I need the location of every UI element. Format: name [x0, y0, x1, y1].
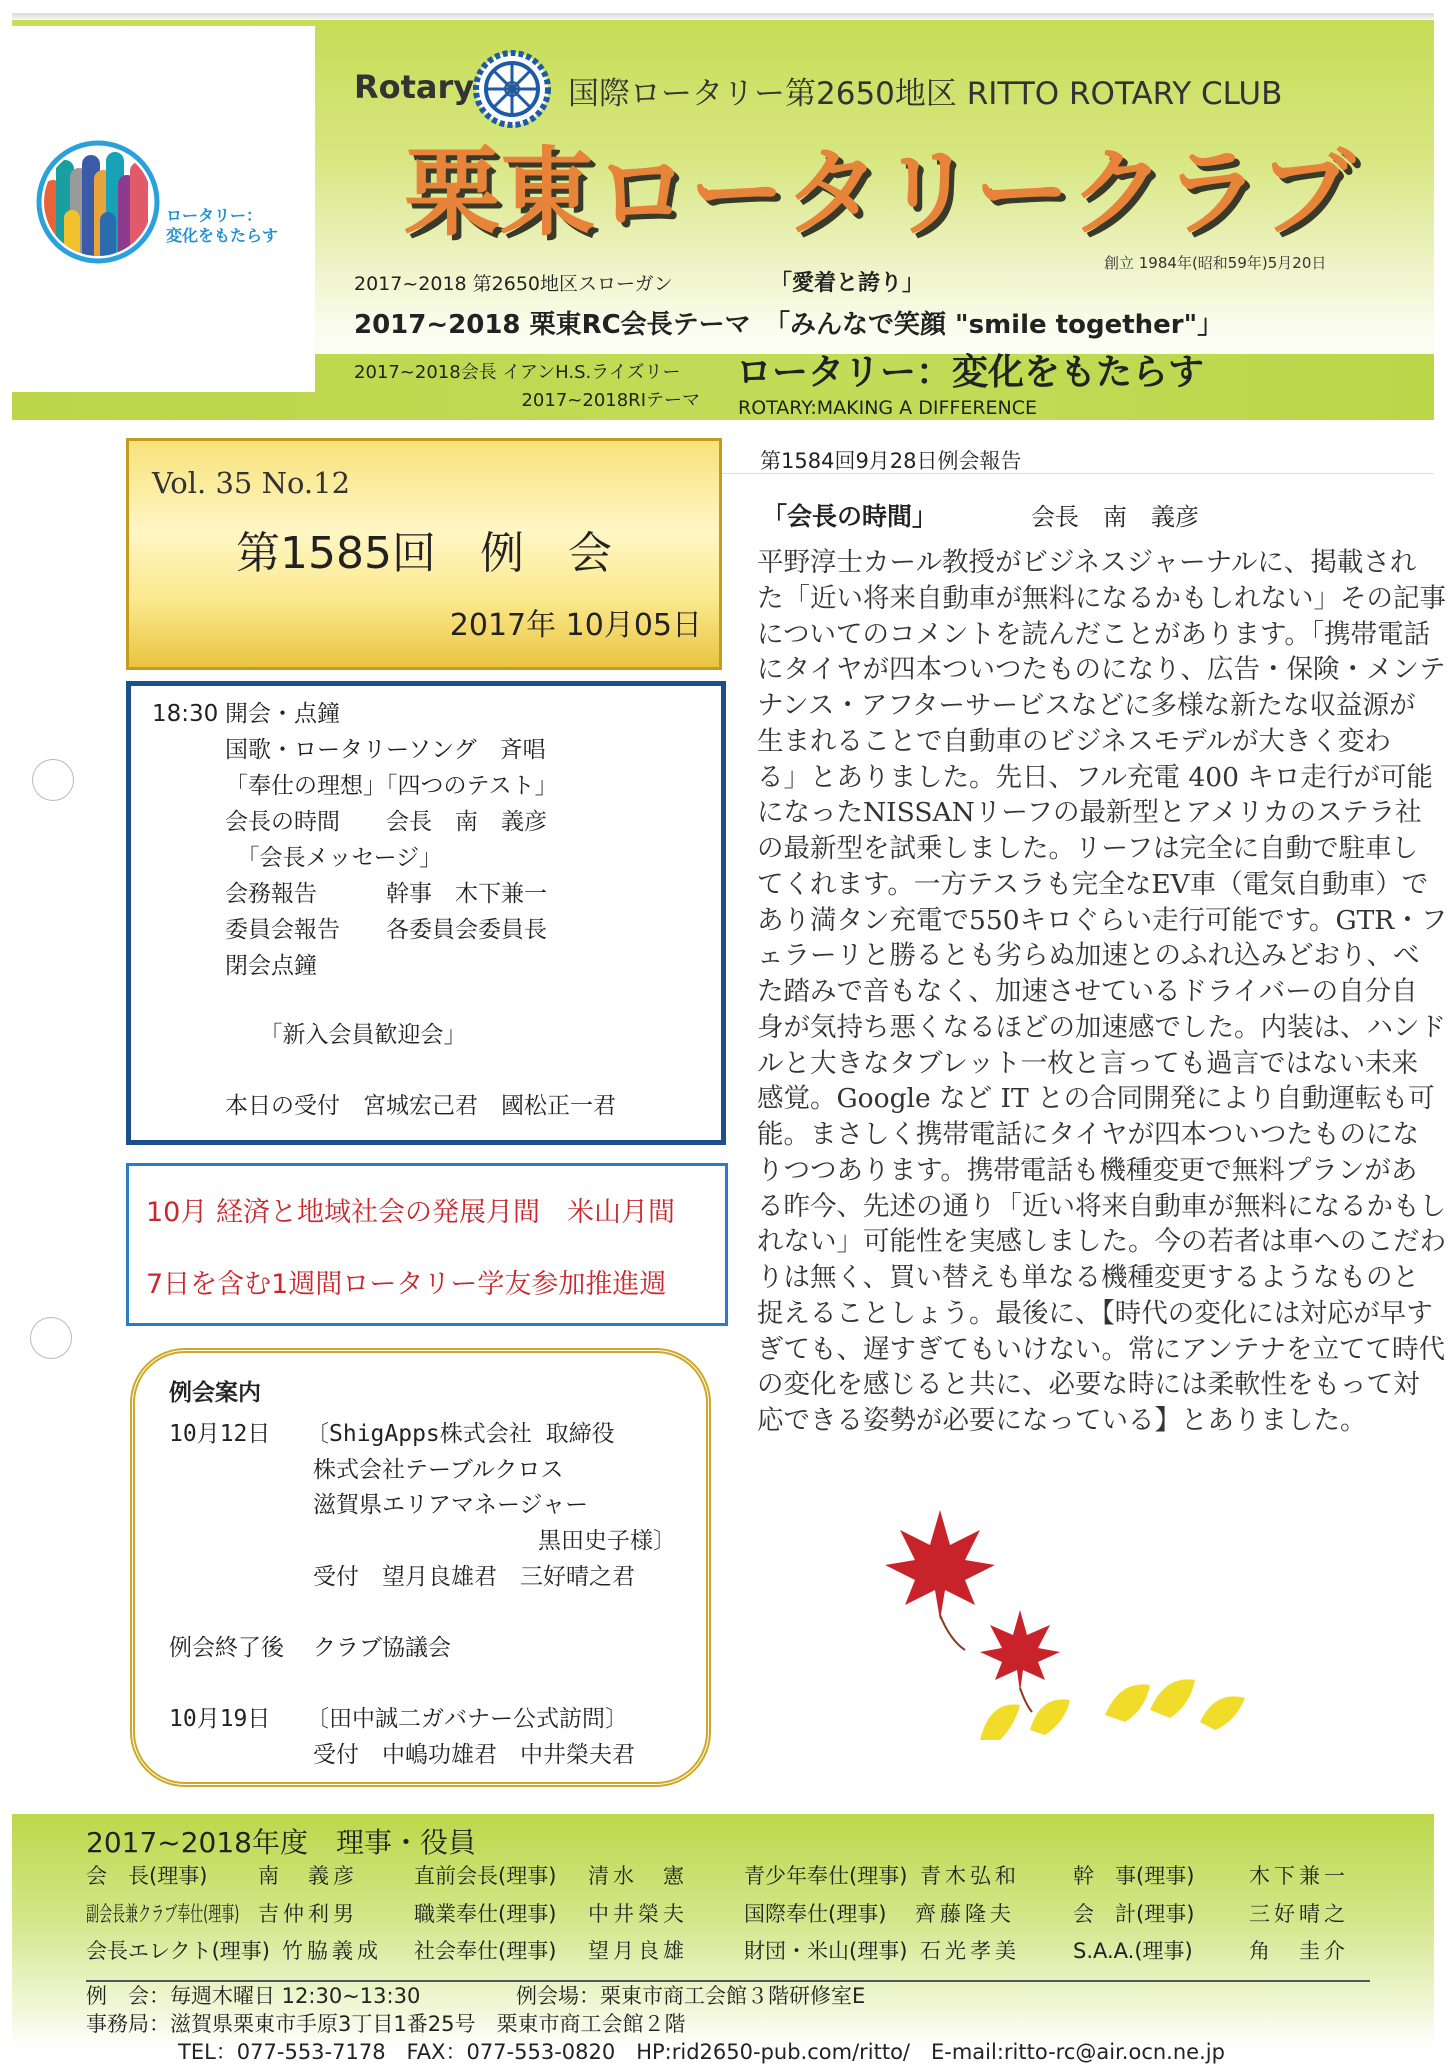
reception: 受付 望月良雄君 三好晴之君	[313, 1564, 635, 1590]
program-item: 閉会点鐘	[225, 953, 317, 979]
meeting-venue: 例会場：栗東市商工会館３階研修室E	[516, 1984, 866, 2008]
report-line: についてのコメントを読んだことがあります。「携帯電話	[757, 618, 1431, 650]
rotary-wordmark: Rotary	[354, 68, 475, 106]
logo-caption-line: 変化をもたらす	[166, 226, 279, 245]
logo-caption-line: ロータリー：	[166, 206, 263, 225]
report-line: 能。まさしく携帯電話にタイヤが四本ついつたものにな	[757, 1119, 1419, 1150]
program-item: 「奉仕の理想」「四つのテスト」	[225, 773, 558, 799]
officer-role: 会 長(理事)	[86, 1864, 208, 1888]
officer-role: 社会奉仕(理事)	[414, 1939, 557, 1963]
meeting-date: 2017年 10月05日	[449, 608, 702, 643]
slogan-label: 2017~2018 第2650地区スローガン	[354, 273, 673, 295]
report-line: 応できる姿勢が必要になっている】とありました。	[757, 1405, 1367, 1436]
notice-month: 10月 経済と地域社会の発展月間 米山月間	[146, 1197, 675, 1228]
program-item: 会務報告 幹事 木下兼一	[225, 881, 547, 907]
notice-week: 7日を含む1週間ロータリー学友参加推進週	[146, 1269, 667, 1300]
report-line: る昨今、先述の通り「近い将来自動車が無料になるかもし	[757, 1190, 1446, 1222]
officer-name: 木下兼一	[1249, 1864, 1349, 1888]
officer-role: 幹 事(理事)	[1073, 1864, 1195, 1888]
report-line: た「近い将来自動車が無料になるかもしれない」その記事	[757, 582, 1446, 614]
officer-role: 会長エレクト(理事)	[86, 1939, 270, 1963]
office-address: 事務局：滋賀県栗東市手原3丁目1番25号 栗東市商工会館２階	[86, 2012, 686, 2036]
officer-name: 中井榮夫	[588, 1901, 688, 1926]
officer-name: 三好晴之	[1249, 1901, 1349, 1926]
punch-hole	[32, 759, 74, 801]
officer-role: 職業奉仕(理事)	[414, 1901, 557, 1926]
report-line: の変化を感じると共に、必要な時には柔軟性をもって対	[757, 1369, 1420, 1401]
program-item: 委員会報告 各委員会委員長	[225, 917, 547, 943]
officer-role: 財団・米山(理事)	[744, 1939, 908, 1963]
program-item: 国歌・ロータリーソング 斉唱	[225, 737, 546, 763]
rotary-wheel-icon	[472, 49, 552, 129]
officer-role: 直前会長(理事)	[414, 1864, 557, 1888]
officer-name: 吉仲利男	[258, 1901, 358, 1926]
announcement-line: 株式会社テーブルクロス	[313, 1457, 564, 1483]
ri-theme: ロータリー：変化をもたらす	[736, 352, 1205, 393]
report-line: てくれます。一方テスラも完全なEV車（電気自動車）で	[757, 868, 1429, 900]
officers-title: 2017~2018年度 理事・役員	[86, 1826, 476, 1859]
report-line: ナンス・アフターサービスなどに多様な新たな収益源が	[757, 690, 1416, 721]
officer-role: 副会長兼クラブ奉仕(理事)	[86, 1901, 240, 1926]
autumn-leaves-icon	[880, 1500, 1280, 1770]
announcement-line: クラブ協議会	[313, 1635, 451, 1661]
volume-number: Vol. 35 No.12	[152, 466, 351, 500]
report-line: 感覚。Google など IT との合同開発により自動運転も可	[757, 1083, 1435, 1115]
report-title: 「会長の時間」	[762, 502, 938, 531]
officer-name: 齊藤隆夫	[915, 1901, 1015, 1926]
report-line: の最新型を試乗しました。リーフは完全に自動で駐車し	[757, 833, 1419, 864]
program-item: 開会・点鐘	[225, 701, 340, 727]
officer-name: 石光孝美	[920, 1939, 1020, 1963]
program-item: 「会長メッセージ」	[225, 845, 443, 871]
ri-theme-label: 2017~2018RIテーマ	[521, 390, 700, 411]
ri-theme-english: ROTARY:MAKING A DIFFERENCE	[738, 397, 1038, 419]
program-time: 18:30	[152, 701, 219, 727]
announcement-date: 10月19日	[169, 1706, 271, 1732]
officer-role: 国際奉仕(理事)	[744, 1901, 887, 1926]
announcement-date: 10月12日	[169, 1421, 271, 1447]
report-line: にタイヤが四本ついつたものになり、広告・保険・メンテ	[757, 654, 1446, 686]
founded-date: 創立 1984年(昭和59年)5月20日	[1104, 254, 1327, 272]
announcement-date: 例会終了後	[169, 1635, 284, 1661]
reception: 受付 中嶋功雄君 中井榮夫君	[313, 1742, 635, 1768]
ri-theme-logo-icon	[36, 140, 160, 264]
announcement-line: 〔田中誠二ガバナー公式訪問〕	[306, 1706, 628, 1732]
district-slogan: 「愛着と誇り」	[770, 271, 925, 296]
report-line: 捉えることしょう。最後に、【時代の変化には対応が早す	[757, 1297, 1433, 1329]
officer-name: 望月良雄	[588, 1939, 688, 1963]
officer-name: 南 義彦	[258, 1864, 358, 1888]
logo-caption	[166, 206, 278, 246]
report-heading: 第1584回9月28日例会報告	[760, 449, 1022, 473]
report-line: あり満タン充電で550キロぐらい走行可能です。GTR・フ	[757, 904, 1448, 936]
report-line: ェラーリと勝るとも劣らぬ加速とのふれ込みどおり、べ	[757, 940, 1420, 972]
meeting-number: 第1585回 例 会	[236, 528, 612, 579]
theme-label: 2017~2018 栗東RC会長テーマ	[354, 310, 751, 340]
report-line: る」とありました。先日、フル充電 400 キロ走行が可能	[757, 761, 1433, 793]
officer-role: S.A.A.(理事)	[1073, 1939, 1193, 1963]
report-line: 平野淳士カール教授がビジネスジャーナルに、掲載され	[757, 547, 1417, 578]
announcement-line: 滋賀県エリアマネージャー	[313, 1492, 589, 1518]
district-line: 国際ロータリー第2650地区 RITTO ROTARY CLUB	[568, 76, 1283, 112]
officer-role: 会 計(理事)	[1073, 1901, 1195, 1926]
program-item: 「新入会員歓迎会」	[225, 1022, 467, 1048]
footer-divider	[86, 1980, 1370, 1982]
report-line: ぎても、遅すぎてもいけない。常にアンテナを立てて時代	[757, 1333, 1445, 1365]
program-item: 会長の時間 会長 南 義彦	[225, 809, 547, 835]
punch-hole	[30, 1317, 72, 1359]
announcement-line: 〔ShigApps株式会社 取締役	[306, 1421, 615, 1447]
officer-name: 青木弘和	[920, 1864, 1020, 1888]
announcement-title: 例会案内	[169, 1380, 261, 1406]
program-item: 本日の受付 宮城宏己君 國松正一君	[225, 1093, 616, 1119]
report-line: りつつあります。携帯電話も機種変更で無料プランがあ	[757, 1154, 1418, 1186]
report-line: れない」可能性を実感しました。今の若者は車へのこだわ	[757, 1226, 1446, 1258]
notice-box	[126, 1163, 728, 1326]
officer-name: 清水 憲	[588, 1864, 688, 1888]
officer-name: 竹脇義成	[282, 1939, 382, 1963]
report-line: りは無く、買い替えも単なる機種変更するようなものと	[757, 1262, 1419, 1293]
officer-name: 角 圭介	[1249, 1939, 1349, 1963]
meeting-schedule: 例 会：毎週木曜日 12:30~13:30	[86, 1984, 421, 2008]
report-speaker: 会長 南 義彦	[1031, 503, 1199, 531]
report-line: になったNISSANリーフの最新型とアメリカのステラ社	[757, 797, 1422, 829]
speaker-name: 黒田史子様〕	[538, 1528, 676, 1554]
club-name-title: 栗東ロータリークラブ	[404, 137, 1354, 249]
contact-info: TEL：077-553-7178 FAX：077-553-0820 HP:rid2650-pub.com/ritto/ E-mail:ritto-rc@air.ocn.ne.jp	[178, 2040, 1225, 2064]
report-line: 生まれることで自動車のビジネスモデルが大きく変わ	[757, 725, 1391, 757]
ri-president: 2017~2018会長 イアンH.S.ライズリー	[354, 362, 681, 383]
officer-role: 青少年奉仕(理事)	[744, 1864, 908, 1888]
report-line: た踏みで音もなく、加速させているドライバーの自分自	[757, 976, 1418, 1007]
report-line: ルと大きなタブレット一枚と言っても過言ではない未来	[757, 1047, 1419, 1079]
report-line: 身が気持ち悪くなるほどの加速感でした。内装は、ハンド	[757, 1011, 1446, 1043]
club-theme: 「みんなで笑顔 "smile together"」	[764, 310, 1224, 340]
